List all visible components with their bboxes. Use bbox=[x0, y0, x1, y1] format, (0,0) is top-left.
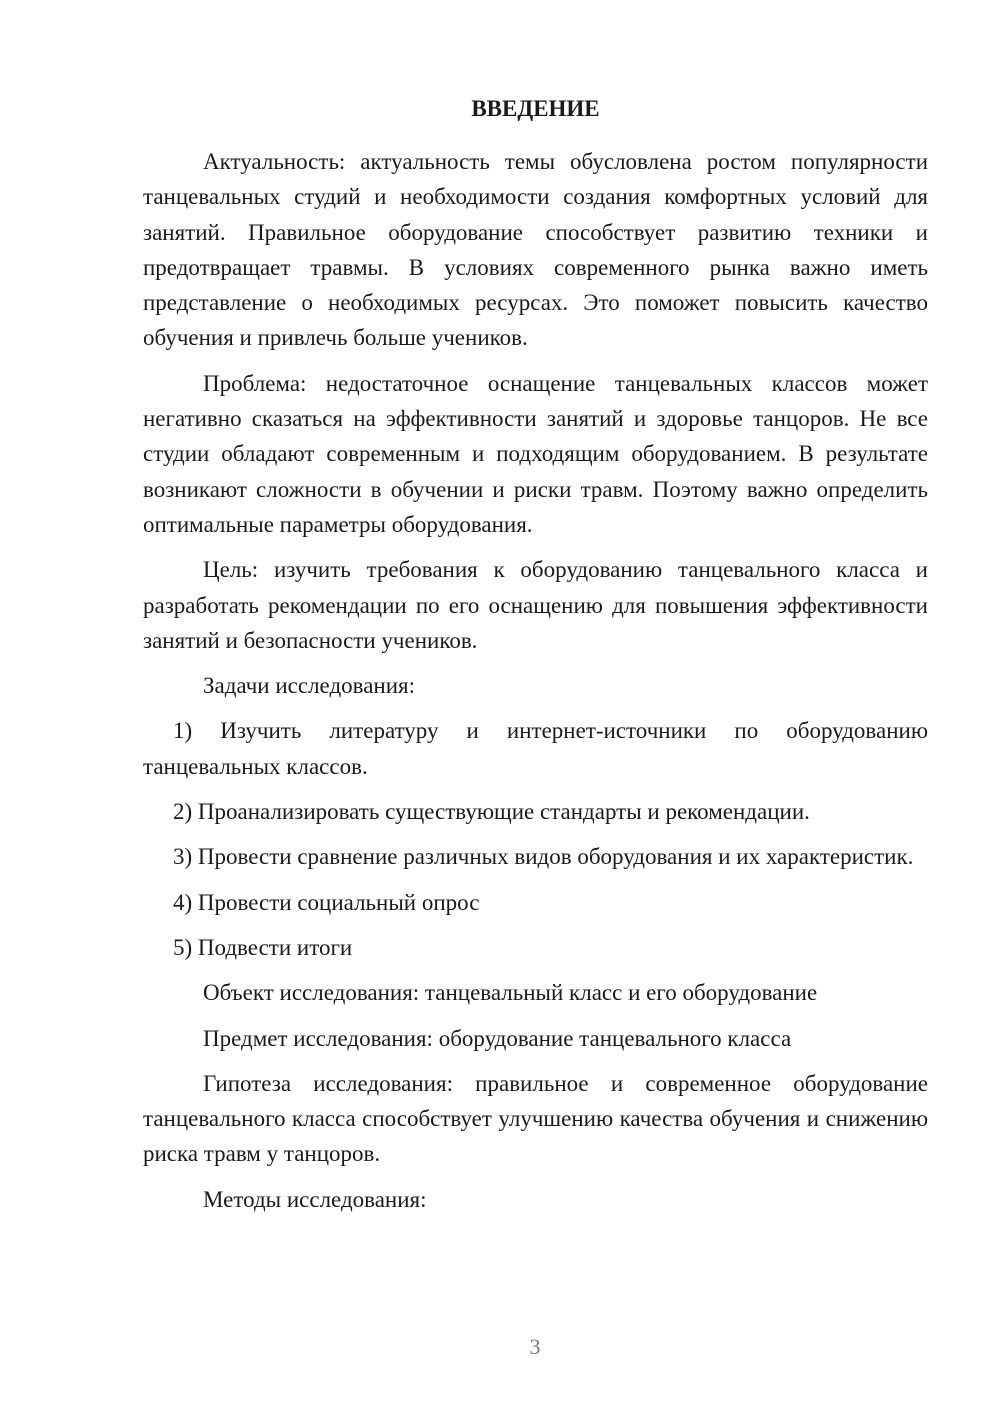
research-subject-paragraph: Предмет исследования: оборудование танцевального класса bbox=[203, 1025, 792, 1051]
task-item-3: 3) Провести сравнение различных видов оборудования и их характеристик. bbox=[173, 844, 914, 870]
research-object-paragraph: Объект исследования: танцевальный класс и его оборудование bbox=[203, 980, 818, 1006]
task-item-4: 4) Провести социальный опрос bbox=[173, 889, 480, 915]
task-item-1: 1) Изучить литературу и интернет-источники по оборудованию танцевальных классов. bbox=[143, 718, 928, 779]
relevance-paragraph: Актуальность: актуальность темы обусловлена ростом популярности танцевальных студий и необходимости создания комфортных условий для занятий. Правильное оборудование способствует развитию техники и предотвращает травмы. В условиях современного рынка важно иметь представление о необходимых ресурсах. Это поможет повысить качество обучения и привлечь больше учеников. bbox=[143, 149, 928, 351]
tasks-heading: Задачи исследования: bbox=[203, 673, 416, 699]
task-item-2: 2) Проанализировать существующие стандарты и рекомендации. bbox=[173, 799, 810, 825]
methods-heading: Методы исследования: bbox=[203, 1186, 427, 1212]
goal-paragraph: Цель: изучить требования к оборудованию танцевального класса и разработать рекомендации по его оснащению для повышения эффективности занятий и безопасности учеников. bbox=[143, 557, 928, 653]
section-heading: ВВЕДЕНИЕ bbox=[471, 96, 600, 121]
document-page bbox=[143, 92, 928, 1217]
task-item-5: 5) Подвести итоги bbox=[173, 934, 353, 960]
hypothesis-paragraph: Гипотеза исследования: правильное и современное оборудование танцевального класса способствует улучшению качества обучения и снижению риска травм у танцоров. bbox=[143, 1070, 928, 1167]
page-number: 3 bbox=[529, 1334, 541, 1359]
problem-paragraph: Проблема: недостаточное оснащение танцевальных классов может негативно сказаться на эффективности занятий и здоровье танцоров. Не все студии обладают современным и подходящим оборудованием. В результате возникают сложности в обучении и риски травм. Поэтому важно определить оптимальные параметры оборудования. bbox=[143, 370, 928, 537]
